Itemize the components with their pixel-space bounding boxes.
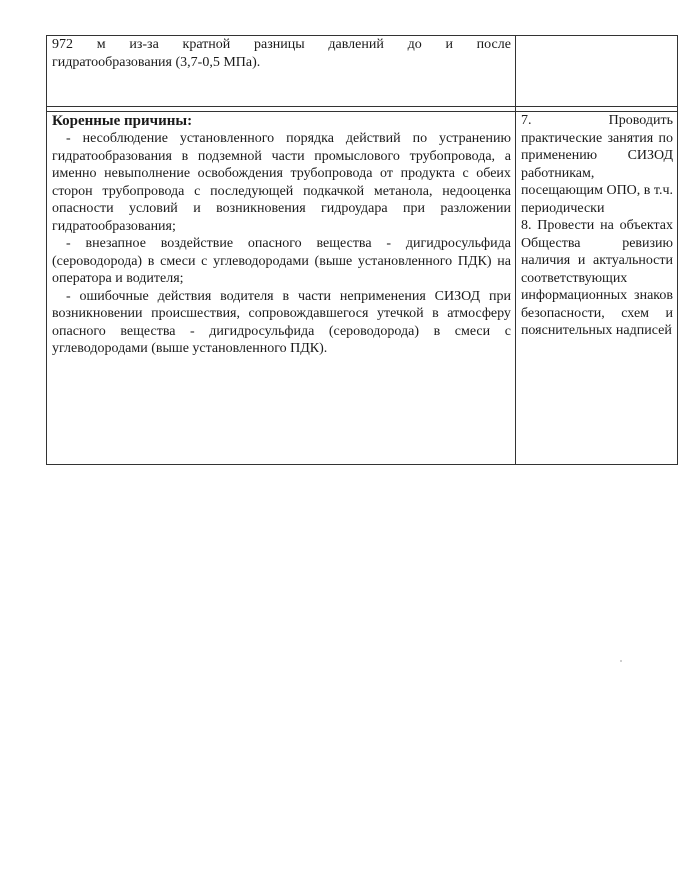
measure-item: 7. Проводить практические занятия по применению СИЗОД работникам, посещающим ОПО, в т.ч. периодически xyxy=(520,113,674,216)
measure-item: 8. Провести на объектах Общества ревизию наличия и актуальности соответствующих информационных знаков безопасности, схем и пояснительных надписей xyxy=(520,218,673,338)
root-cause-paragraph: - несоблюдение установленного порядка действий по устранению гидратообразования в подземной части промыслового трубопровода, а именно невыполнение освобождения трубопровода от продукта с обеих сторон трубопровода с последующей подкачкой метанола, недооценка опасности условий и возникновения гидроудара при разложении гидратообразования; xyxy=(52,131,511,234)
root-cause-paragraph: - ошибочные действия водителя в части неприменения СИЗОД при возникновении происшествия, сопровождавшегося утечкой в атмосферу опасного вещества - дигидросульфида (сероводорода) в смеси с углеводородами (выше установленного ПДК). xyxy=(52,288,511,356)
top-left-cell xyxy=(47,36,516,107)
root-causes-heading: Коренные причины: xyxy=(52,113,193,129)
top-right-cell xyxy=(515,36,677,107)
document-table xyxy=(46,35,678,465)
measures-cell xyxy=(515,112,677,465)
top-left-text-line: гидратообразования (3,7-0,5 МПа). xyxy=(52,54,261,70)
top-left-text-line: 972 м из-за кратной разницы давлений до и после xyxy=(52,37,511,52)
root-cause-paragraph: - внезапное воздействие опасного вещества - дигидросульфида (сероводорода) в смеси с углеводородами (выше установленного ПДК) на оператора и водителя; xyxy=(52,236,511,286)
table-row xyxy=(47,36,678,107)
table-row xyxy=(47,112,678,465)
root-causes-cell xyxy=(47,112,516,465)
scan-speck xyxy=(620,660,622,662)
